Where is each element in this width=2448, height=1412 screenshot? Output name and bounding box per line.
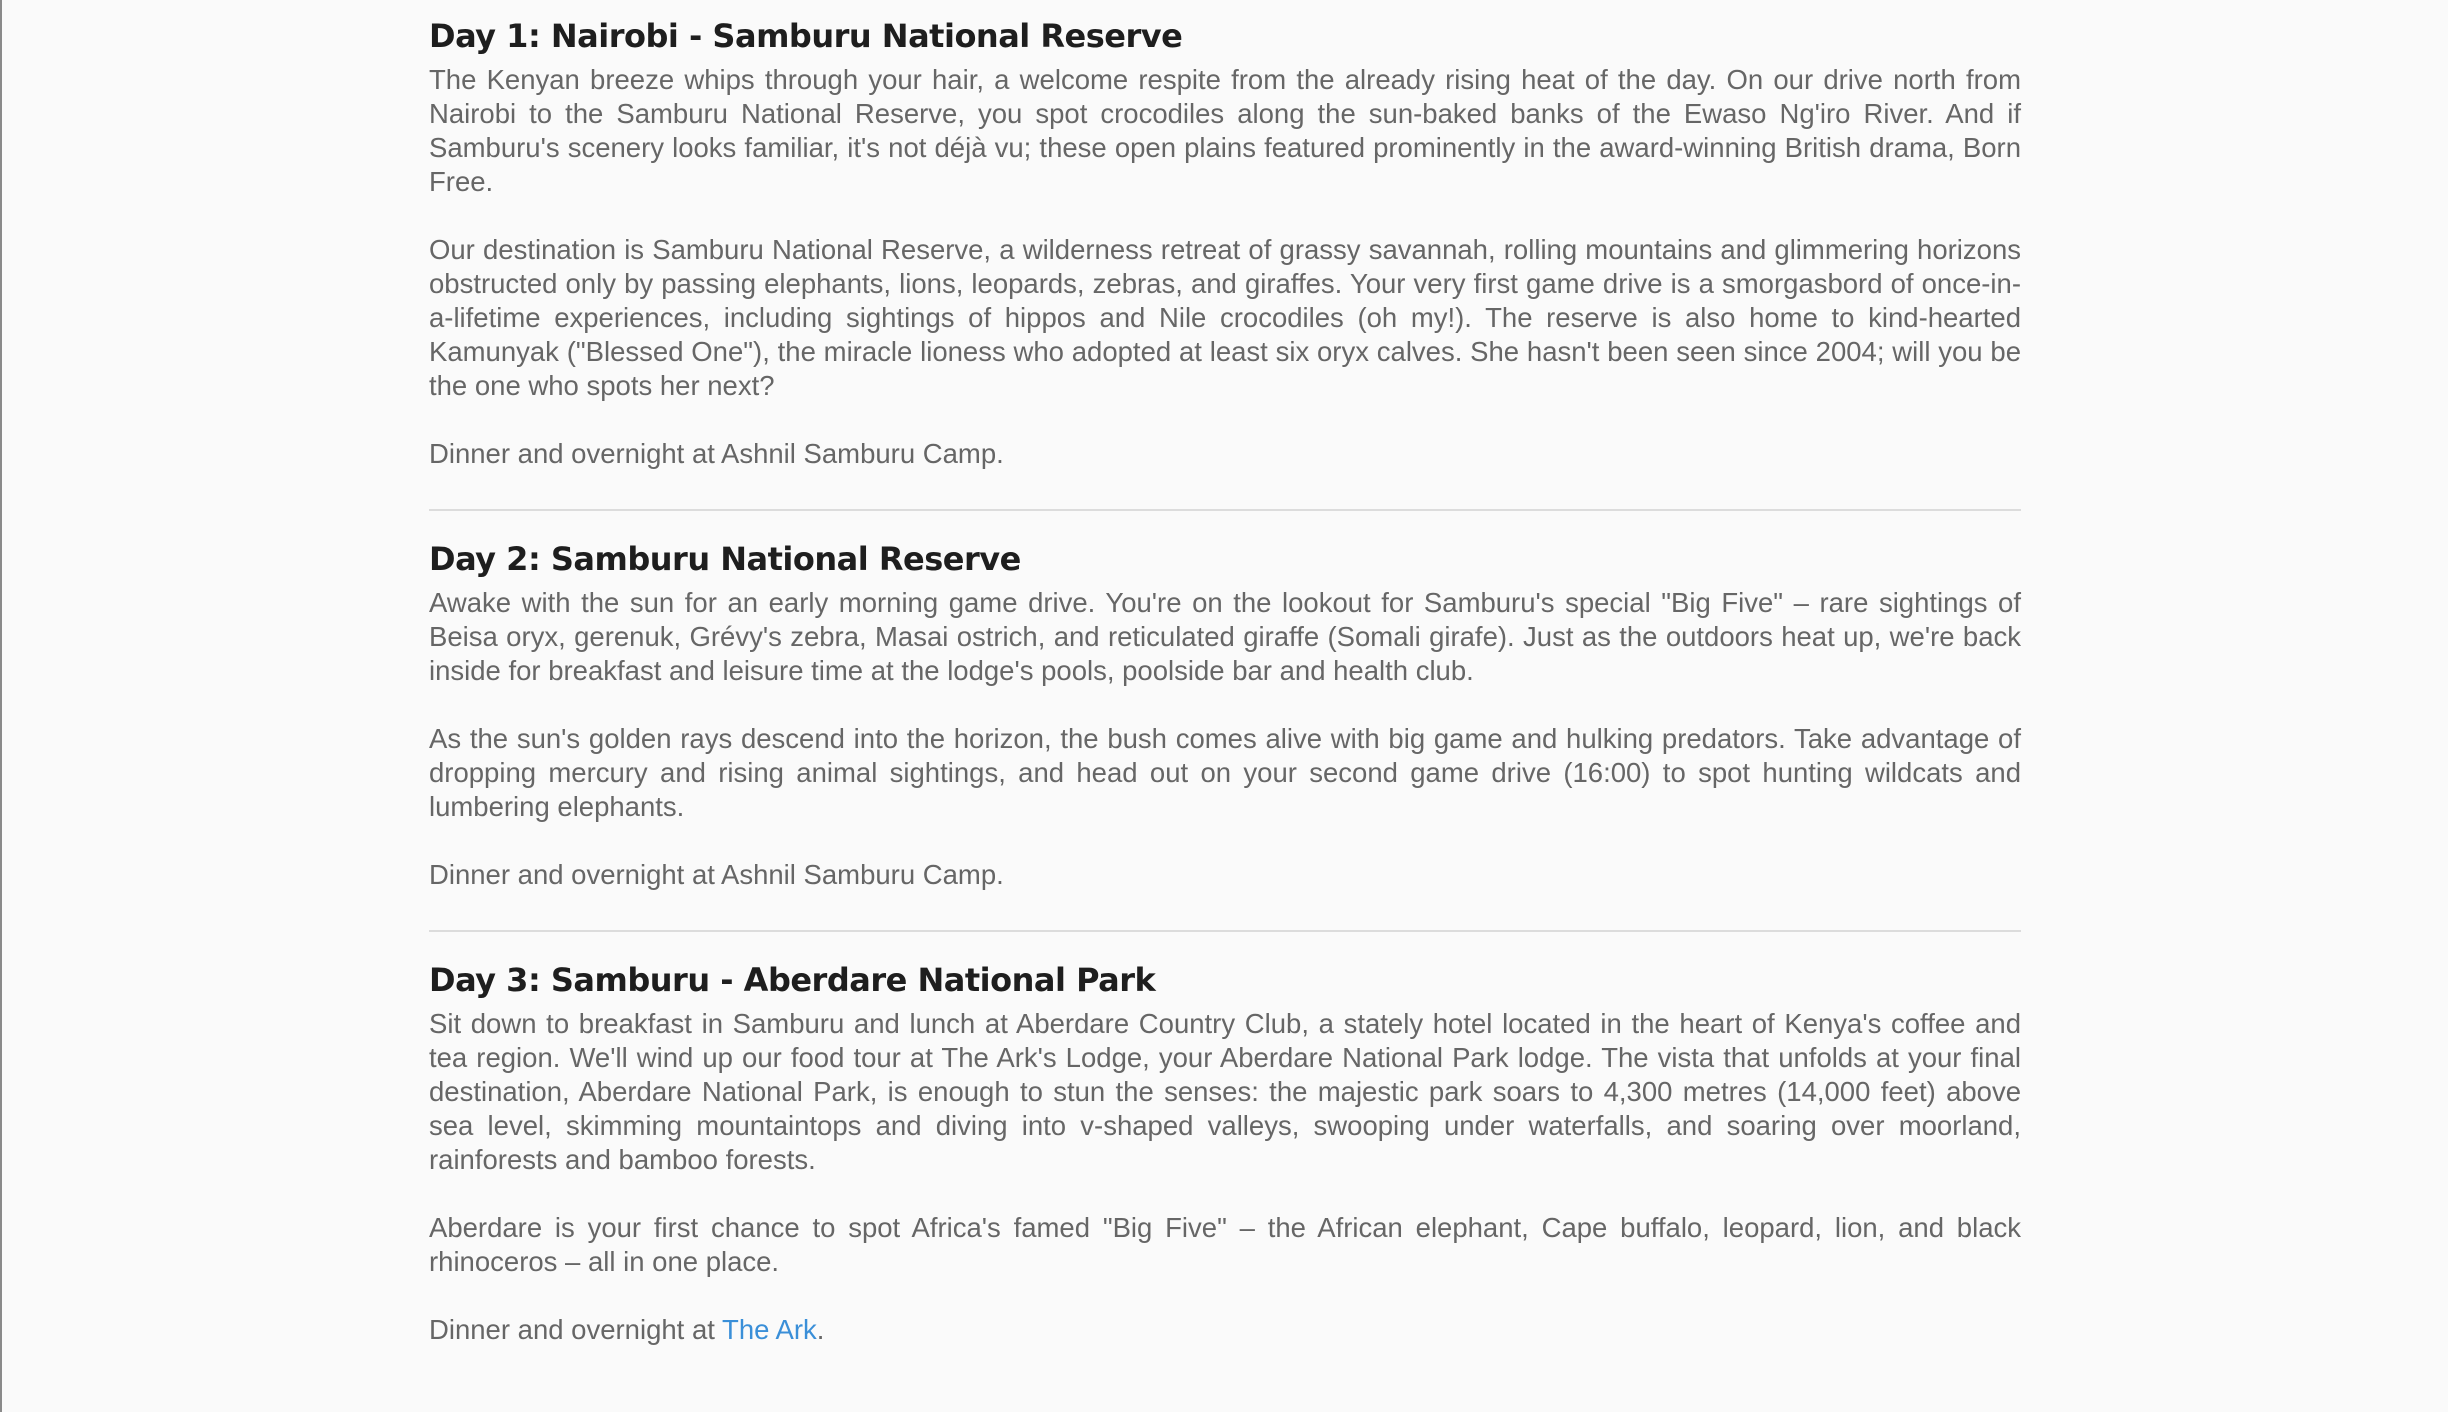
- section-divider: [429, 509, 2021, 511]
- day-2-paragraph-2: As the sun's golden rays descend into the horizon, the bush comes alive with big game and hulking predators. Take advantage of dropping mercury and rising animal sightings, and head out on your second game drive (16:00) to spot hunting wildcats and lumbering elephants.: [429, 723, 2021, 822]
- day-1-paragraph-2: Our destination is Samburu National Reserve, a wilderness retreat of grassy savannah, rolling mountains and glimmering horizons obstructed only by passing elephants, lions, leopards, zebras, and giraffes. Your very first game drive is a smorgasbord of once-in-a-lifetime experiences, including sightings of hippos and Nile crocodiles (oh my!). The reserve is also home to kind-hearted Kamunyak ("Blessed One"), the miracle lioness who adopted at least six oryx calves. She hasn't been seen since 2004; will you be the one who spots her next?: [429, 234, 2021, 401]
- window-left-border: [0, 0, 2, 1412]
- day-3-paragraph-2: Aberdare is your first chance to spot Africa's famed "Big Five" – the African elephant, Cape buffalo, leopard, lion, and black rhinoceros – all in one place.: [429, 1212, 2021, 1277]
- day-2-section: [429, 541, 2021, 892]
- day-3-paragraph-1: Sit down to breakfast in Samburu and lunch at Aberdare Country Club, a stately hotel located in the heart of Kenya's coffee and tea region. We'll wind up our food tour at The Ark's Lodge, your Aberdare National Park lodge. The vista that unfolds at your final destination, Aberdare National Park, is enough to stun the senses: the majestic park soars to 4,300 metres (14,000 feet) above sea level, skimming mountaintops and diving into v-shaped valleys, swooping under waterfalls, and soaring over moorland, rainforests and bamboo forests.: [429, 1008, 2021, 1175]
- day-3-section: [429, 962, 2021, 1347]
- itinerary-content: [429, 0, 2021, 1347]
- day-3-closing-prefix: Dinner and overnight at: [429, 1314, 723, 1345]
- day-3-closing-suffix: .: [816, 1314, 825, 1345]
- day-2-paragraph-1: Awake with the sun for an early morning game drive. You're on the lookout for Samburu's special "Big Five" – rare sightings of Beisa oryx, gerenuk, Grévy's zebra, Masai ostrich, and reticulated giraffe (Somali girafe). Just as the outdoors heat up, we're back inside for breakfast and leisure time at the lodge's pools, poolside bar and health club.: [429, 587, 2021, 686]
- the-ark-link[interactable]: The Ark: [722, 1314, 817, 1345]
- day-1-closing: Dinner and overnight at Ashnil Samburu Camp.: [429, 438, 1004, 469]
- day-3-heading: Day 3: Samburu - Aberdare National Park: [429, 961, 1156, 999]
- day-1-section: [429, 0, 2021, 471]
- day-2-heading: Day 2: Samburu National Reserve: [429, 540, 1021, 578]
- section-divider: [429, 930, 2021, 932]
- day-1-heading: Day 1: Nairobi - Samburu National Reserve: [429, 17, 1183, 55]
- day-3-closing: [429, 1313, 2021, 1347]
- day-2-closing: Dinner and overnight at Ashnil Samburu Camp.: [429, 859, 1004, 890]
- day-1-paragraph-1: The Kenyan breeze whips through your hair, a welcome respite from the already rising heat of the day. On our drive north from Nairobi to the Samburu National Reserve, you spot crocodiles along the sun-baked banks of the Ewaso Ng'iro River. And if Samburu's scenery looks familiar, it's not déjà vu; these open plains featured prominently in the award-winning British drama, Born Free.: [429, 64, 2021, 197]
